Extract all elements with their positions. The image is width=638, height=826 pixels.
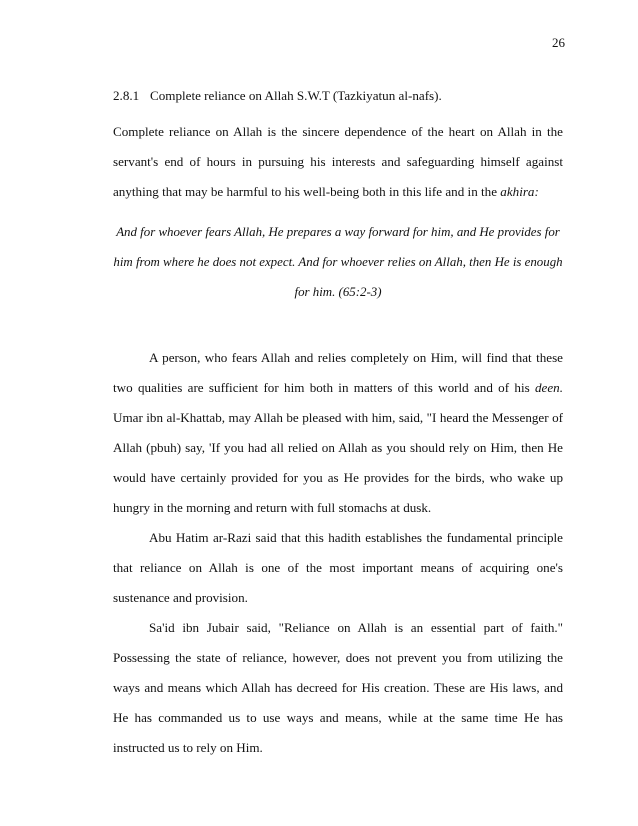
paragraph-1-italic-word: deen. — [535, 380, 563, 395]
page-number: 26 — [552, 35, 565, 50]
paragraph-1 — [113, 343, 563, 523]
intro-text: Complete reliance on Allah is the sincere dependence of the heart on Allah in the servant's end of hours in pursuing his interests and safeguarding himself against anything that may be harmful to his well-being both in this life and in the — [113, 124, 563, 199]
quran-quote: And for whoever fears Allah, He prepares a way forward for him, and He provides for him from where he does not expect. And for whoever relies on Allah, then He is enough for him. (65:2-3) — [113, 225, 563, 299]
paragraph-3: Sa'id ibn Jubair said, "Reliance on Allah is an essential part of faith." Possessing the state of reliance, however, does not prevent you from utilizing the ways and means which Allah has decreed for His creation. These are His laws, and He has commanded us to use ways and means, while at the same time He has instructed us to rely on Him. — [113, 620, 563, 755]
paragraph-2: Abu Hatim ar-Razi said that this hadith establishes the fundamental principle that reliance on Allah is one of the most important means of acquiring one's sustenance and provision. — [113, 530, 563, 605]
intro-paragraph — [113, 117, 563, 207]
paragraph-1-text-a: A person, who fears Allah and relies completely on Him, will find that these two qualities are sufficient for him both in matters of this world and of his — [113, 350, 563, 395]
section-title: Complete reliance on Allah S.W.T (Tazkiyatun al-nafs). — [150, 88, 442, 103]
section-heading — [113, 87, 563, 105]
page-content — [113, 87, 563, 763]
section-number: 2.8.1 — [113, 88, 140, 103]
intro-italic-word: akhira: — [500, 184, 539, 199]
paragraph-1-text-b: Umar ibn al-Khattab, may Allah be pleased with him, said, "I heard the Messenger of Allah (pbuh) say, 'If you had all relied on Allah as you should rely on Him, then He would have certainly provided for you as He provides for the birds, who wake up hungry in the morning and return with full stomachs at dusk. — [113, 410, 563, 515]
